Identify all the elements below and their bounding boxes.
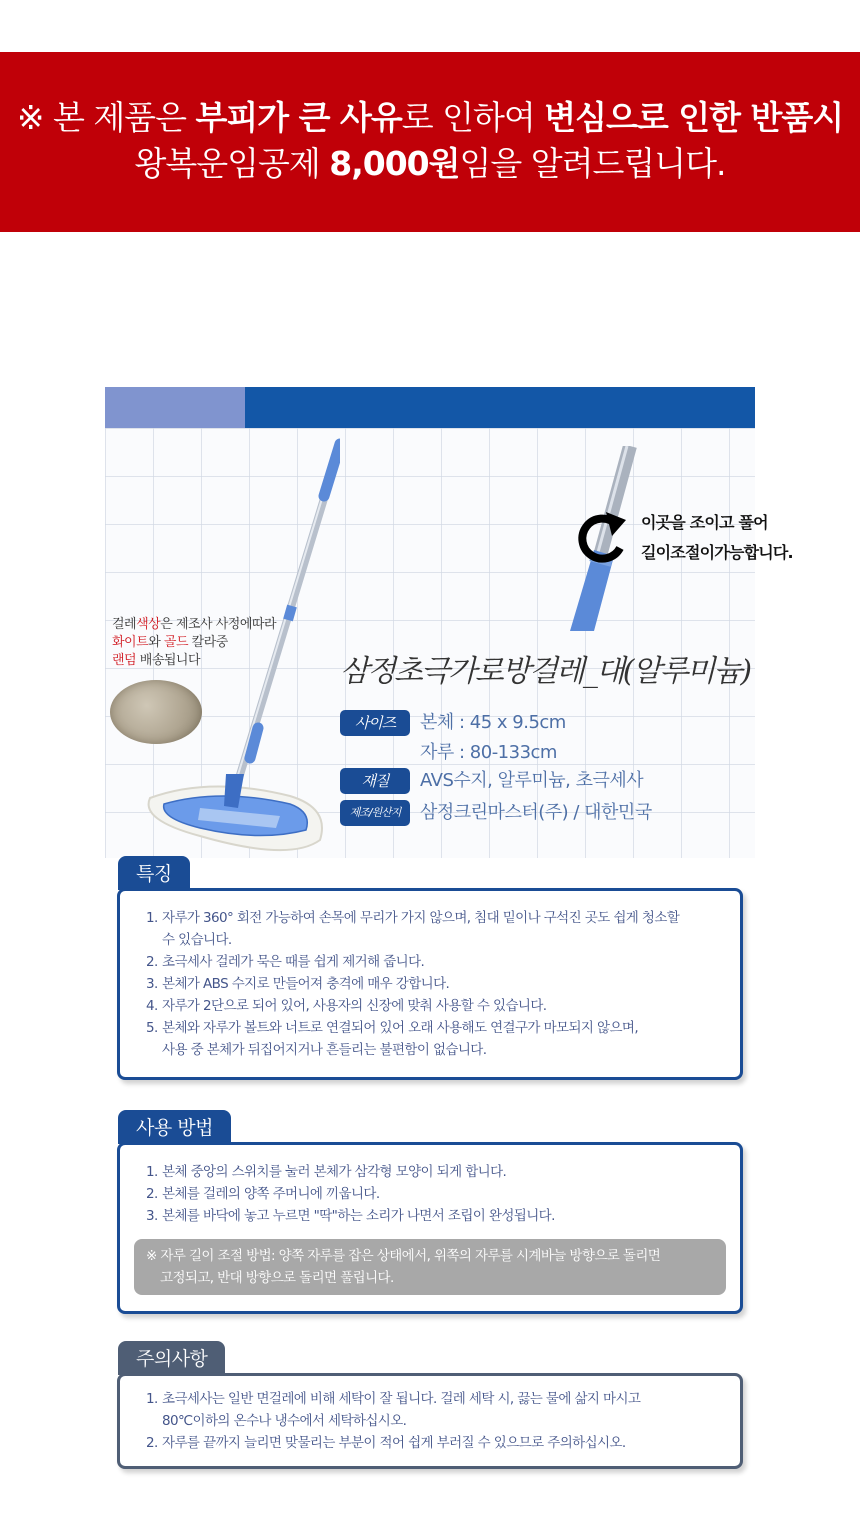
- header-bar-accent: [105, 387, 245, 428]
- notice-text: 임을 알려드립니다.: [459, 144, 726, 183]
- list-item: [146, 1205, 726, 1227]
- spec-label: 제조/원산지: [340, 800, 410, 826]
- item-number: 1.: [146, 1164, 158, 1180]
- notice-line-2: [0, 144, 860, 184]
- spec-value: 삼정크린마스터(주) / 대한민국: [420, 802, 652, 823]
- caution-box: [117, 1373, 743, 1469]
- item-text-cont: 80℃이하의 온수나 냉수에서 세탁하십시오.: [162, 1413, 407, 1429]
- item-text: 본체와 자루가 볼트와 너트로 연결되어 있어 오래 사용해도 연결구가 마모되지 않으며,: [162, 1020, 639, 1036]
- color-note-text: 칼라중: [188, 635, 228, 650]
- features-tab: 특징: [118, 856, 190, 890]
- item-number: 3.: [146, 1208, 158, 1224]
- item-text: 본체를 걸레의 양쪽 주머니에 끼웁니다.: [162, 1186, 380, 1202]
- notice-emphasis: 변심으로 인한 반품시: [544, 98, 844, 137]
- color-note-text: 걸레: [112, 617, 137, 632]
- list-item: [146, 907, 726, 951]
- item-number: 2.: [146, 954, 158, 970]
- spec-value: AVS수지, 알루미늄, 초극세사: [420, 770, 644, 791]
- item-text-cont: 수 있습니다.: [162, 932, 232, 948]
- features-box: [117, 888, 743, 1080]
- list-item: [146, 1017, 726, 1061]
- notice-line-1: [0, 98, 860, 138]
- color-note-text: 배송됩니다: [136, 653, 201, 668]
- length-adjust-tip: [134, 1239, 726, 1295]
- spec-label: 사이즈: [340, 710, 410, 736]
- caution-tab: 주의사항: [118, 1341, 225, 1375]
- item-number: 2.: [146, 1435, 158, 1451]
- list-item: [146, 973, 726, 995]
- color-note-emphasis: 랜덤: [112, 653, 137, 668]
- item-text: 초극세사는 일반 면걸레에 비해 세탁이 잘 됩니다. 걸레 세탁 시, 끓는 물에 삶지 마시고: [162, 1391, 641, 1407]
- item-number: 1.: [146, 1391, 158, 1407]
- item-text: 초극세사 걸레가 묵은 때를 쉽게 제거해 줍니다.: [162, 954, 425, 970]
- length-adjust-note: [641, 508, 793, 568]
- adjust-note-line: 이곳을 조이고 풀어: [641, 513, 768, 532]
- item-number: 2.: [146, 1186, 158, 1202]
- color-note-emphasis: 색상: [136, 617, 161, 632]
- usage-box: [117, 1142, 743, 1314]
- adjust-note-line: 길이조절이가능합니다.: [641, 543, 793, 562]
- color-note-emphasis: 화이트: [112, 635, 149, 650]
- spec-label: 재질: [340, 768, 410, 794]
- usage-tab: 사용 방법: [118, 1110, 231, 1144]
- return-notice-banner: [0, 52, 860, 232]
- list-item: [146, 951, 726, 973]
- item-text: 본체가 ABS 수지로 만들어져 충격에 매우 강합니다.: [162, 976, 450, 992]
- product-title: 삼정초극가로방걸레_대(알루미늄): [340, 654, 751, 689]
- item-text-cont: 사용 중 본체가 뒤집어지거나 흔들리는 불편함이 없습니다.: [162, 1042, 487, 1058]
- color-note-text: 은 제조사 사정에따라: [160, 617, 277, 632]
- notice-emphasis: 부피가 큰 사유: [195, 98, 402, 137]
- color-note-emphasis: 골드: [163, 635, 189, 650]
- spec-value: 본체 : 45 x 9.5cm: [420, 712, 566, 733]
- list-item: [146, 1432, 726, 1454]
- notice-emphasis: 8,000원: [329, 144, 460, 183]
- rotate-arrow-icon: [576, 510, 632, 566]
- item-number: 1.: [146, 910, 158, 926]
- color-note: [112, 616, 276, 670]
- tip-text: ※ 자루 길이 조절 방법: 양쪽 자루를 잡은 상태에서, 위쪽의 자루를 시계바늘 방향으로 돌리면: [146, 1248, 661, 1264]
- item-text: 자루가 2단으로 되어 있어, 사용자의 신장에 맞춰 사용할 수 있습니다.: [162, 998, 547, 1014]
- tip-text-cont: 고정되고, 반대 방향으로 돌리면 풀립니다.: [160, 1270, 394, 1286]
- spec-value: 자루 : 80-133cm: [420, 742, 557, 763]
- item-number: 3.: [146, 976, 158, 992]
- notice-text: ※ 본 제품은: [16, 98, 196, 137]
- item-number: 5.: [146, 1020, 158, 1036]
- notice-text: 왕복운임공제: [134, 144, 330, 183]
- mop-fabric-swatch: [110, 680, 202, 744]
- item-text: 자루가 360° 회전 가능하여 손목에 무리가 가지 않으며, 침대 밑이나 구석진 곳도 쉽게 청소할: [162, 910, 680, 926]
- item-text: 본체 중앙의 스위치를 눌러 본체가 삼각형 모양이 되게 합니다.: [162, 1164, 507, 1180]
- list-item: [146, 995, 726, 1017]
- item-text: 본체를 바닥에 놓고 누르면 "딱"하는 소리가 나면서 조립이 완성됩니다.: [162, 1208, 555, 1224]
- product-header-bar: [105, 387, 755, 428]
- list-item: [146, 1183, 726, 1205]
- notice-text: 로 인하여: [401, 98, 545, 137]
- item-text: 자루를 끝까지 늘리면 맞물리는 부분이 적어 쉽게 부러질 수 있으므로 주의하십시오.: [162, 1435, 626, 1451]
- list-item: [146, 1161, 726, 1183]
- color-note-text: 와: [148, 635, 164, 650]
- list-item: [146, 1388, 726, 1432]
- item-number: 4.: [146, 998, 158, 1014]
